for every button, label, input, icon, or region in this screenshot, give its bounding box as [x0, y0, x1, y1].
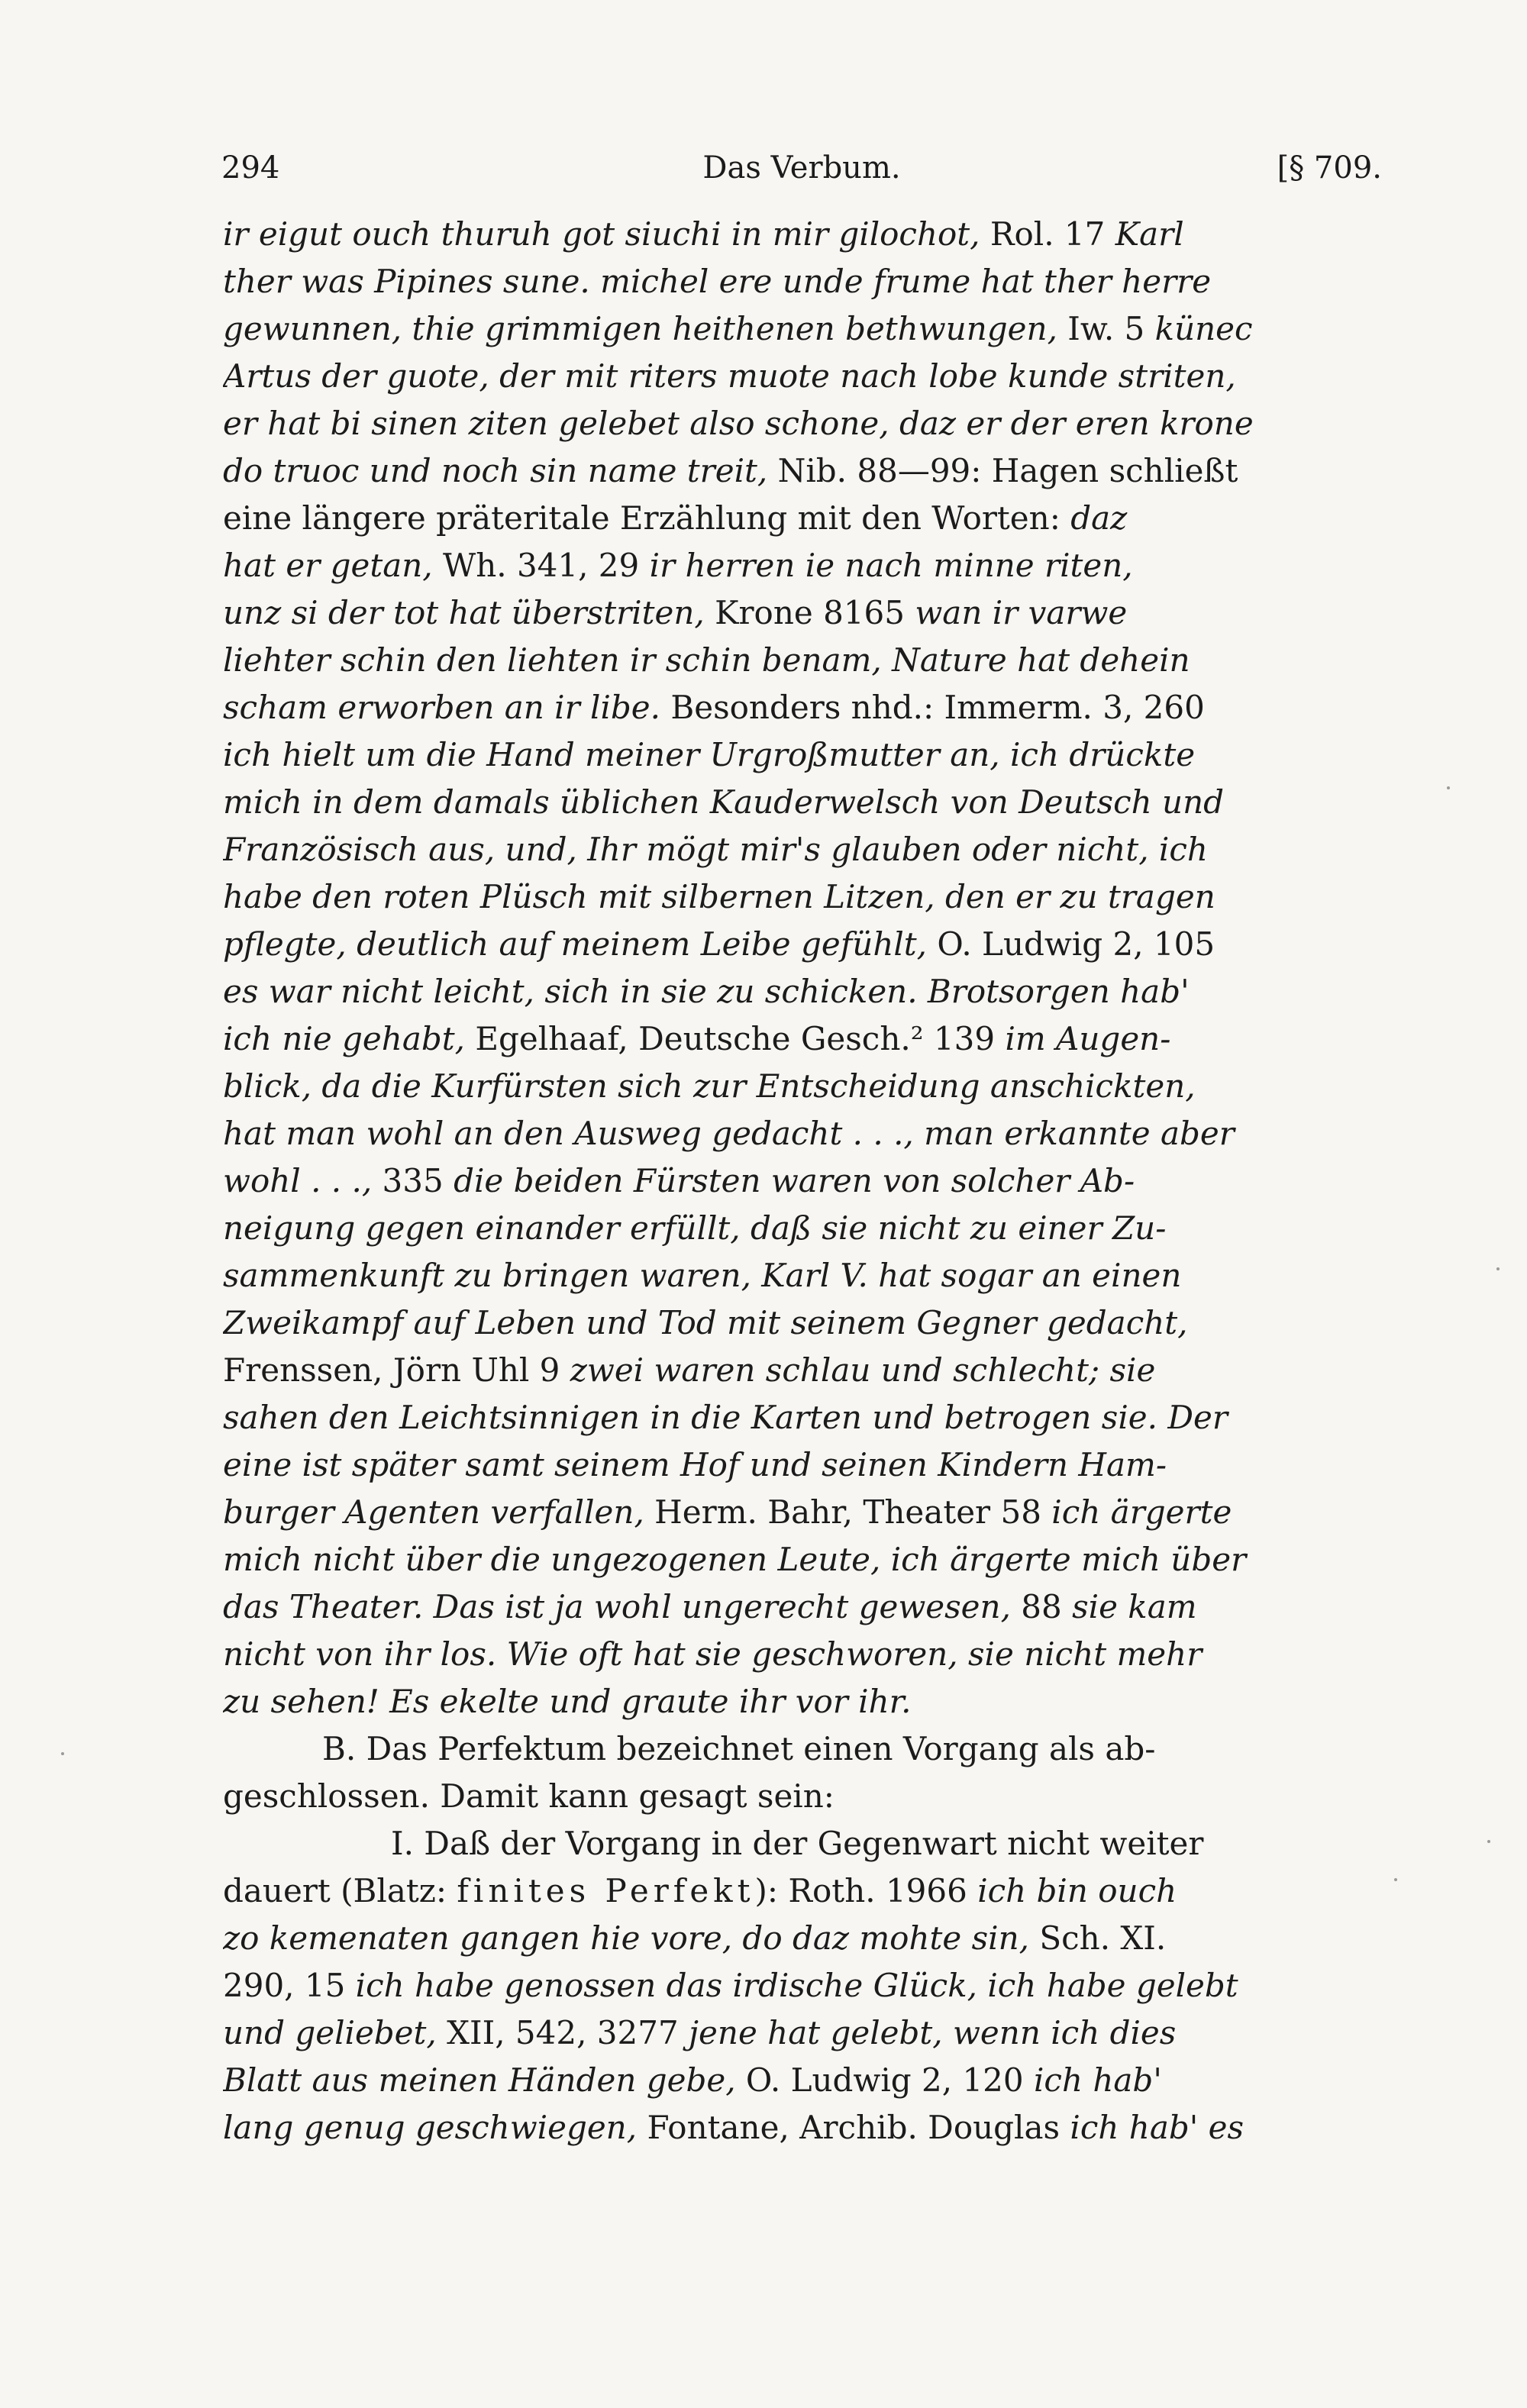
text-line: burger Agenten verfallen, Herm. Bahr, Theater 58 ich ärgerte — [223, 1493, 1232, 1531]
text-line: habe den roten Plüsch mit silbernen Litzen, den er zu tragen — [223, 878, 1215, 915]
text-line: Artus der guote, der mit riters muote nach lobe kunde striten, — [223, 357, 1236, 395]
text-line: zu sehen! Es ekelte und graute ihr vor ihr. — [223, 1683, 912, 1720]
text-line: geschlossen. Damit kann gesagt sein: — [223, 1777, 835, 1815]
text-line: wohl . . ., 335 die beiden Fürsten waren von solcher Ab- — [223, 1162, 1135, 1199]
text-line: sammenkunft zu bringen waren, Karl V. hat sogar an einen — [223, 1257, 1182, 1294]
text-line: 290, 15 ich habe genossen das irdische Glück, ich habe gelebt — [223, 1967, 1238, 2004]
paper-speck — [1487, 1840, 1490, 1843]
text-line: ir eigut ouch thuruh got siuchi in mir gilochot, Rol. 17 Karl — [223, 215, 1184, 253]
text-line: pflegte, deutlich auf meinem Leibe gefühlt, O. Ludwig 2, 105 — [223, 925, 1215, 963]
text-line: scham erworben an ir libe. Besonders nhd.: Immerm. 3, 260 — [223, 689, 1205, 726]
text-line: neigung gegen einander erfüllt, daß sie nicht zu einer Zu- — [223, 1209, 1167, 1247]
text-line: ther was Pipines sune. michel ere unde frume hat ther herre — [223, 263, 1212, 300]
text-line: unz si der tot hat überstriten, Krone 8165 wan ir varwe — [223, 594, 1128, 631]
text-line: sahen den Leichtsinnigen in die Karten und betrogen sie. Der — [223, 1399, 1228, 1436]
text-line: zo kemenaten gangen hie vore, do daz mohte sin, Sch. XI. — [223, 1919, 1167, 1957]
text-line: das Theater. Das ist ja wohl ungerecht gewesen, 88 sie kam — [223, 1588, 1197, 1625]
paper-speck — [1394, 1878, 1397, 1881]
text-line: nicht von ihr los. Wie oft hat sie geschworen, sie nicht mehr — [223, 1635, 1203, 1673]
paper-speck — [1447, 786, 1450, 789]
chapter-title: Das Verbum. — [702, 150, 901, 186]
text-line: lang genug geschwiegen, Fontane, Archib. Douglas ich hab' es — [223, 2109, 1245, 2146]
text-line: mich in dem damals üblichen Kauderwelsch von Deutsch und — [223, 783, 1225, 821]
text-line: I. Daß der Vorgang in der Gegenwart nicht weiter — [391, 1825, 1204, 1862]
text-line: hat man wohl an den Ausweg gedacht . . ., man erkannte aber — [223, 1115, 1235, 1152]
text-line: Frenssen, Jörn Uhl 9 zwei waren schlau und schlecht; sie — [223, 1351, 1156, 1389]
paper-speck — [1496, 1267, 1500, 1270]
text-line: er hat bi sinen ziten gelebet also schone, daz er der eren krone — [223, 405, 1254, 442]
text-line: dauert (Blatz: finites Perfekt): Roth. 1966 ich bin ouch — [223, 1872, 1177, 1909]
text-line: es war nicht leicht, sich in sie zu schicken. Brotsorgen hab' — [223, 973, 1190, 1010]
text-line: gewunnen, thie grimmigen heithenen bethwungen, Iw. 5 künec — [223, 310, 1253, 347]
text-line: Zweikampf auf Leben und Tod mit seinem Gegner gedacht, — [223, 1304, 1188, 1341]
text-line: ich nie gehabt, Egelhaaf, Deutsche Gesch.² 139 im Augen- — [223, 1020, 1171, 1057]
paper-speck — [61, 1752, 64, 1755]
text-line: eine längere präteritale Erzählung mit den Worten: daz — [223, 499, 1128, 537]
section-reference: [§ 709. — [1277, 150, 1382, 186]
text-line: hat er getan, Wh. 341, 29 ir herren ie nach minne riten, — [223, 547, 1133, 584]
running-head — [221, 145, 1382, 191]
text-line: blick, da die Kurfürsten sich zur Entscheidung anschickten, — [223, 1067, 1196, 1105]
text-line: ich hielt um die Hand meiner Urgroßmutter an, ich drückte — [223, 736, 1196, 773]
text-line: Blatt aus meinen Händen gebe, O. Ludwig 2, 120 ich hab' — [223, 2061, 1162, 2099]
text-line: B. Das Perfektum bezeichnet einen Vorgang als ab- — [322, 1730, 1156, 1767]
text-line: mich nicht über die ungezogenen Leute, ich ärgerte mich über — [223, 1541, 1247, 1578]
text-line: Französisch aus, und, Ihr mögt mir's glauben oder nicht, ich — [223, 831, 1208, 868]
page-number: 294 — [221, 150, 280, 186]
text-line: und geliebet, XII, 542, 3277 jene hat gelebt, wenn ich dies — [223, 2014, 1177, 2051]
text-line: do truoc und noch sin name treit, Nib. 88—99: Hagen schließt — [223, 452, 1238, 489]
text-line: eine ist später samt seinem Hof und seinen Kindern Ham- — [223, 1446, 1167, 1483]
text-line: liehter schin den liehten ir schin benam, Nature hat dehein — [223, 641, 1190, 679]
